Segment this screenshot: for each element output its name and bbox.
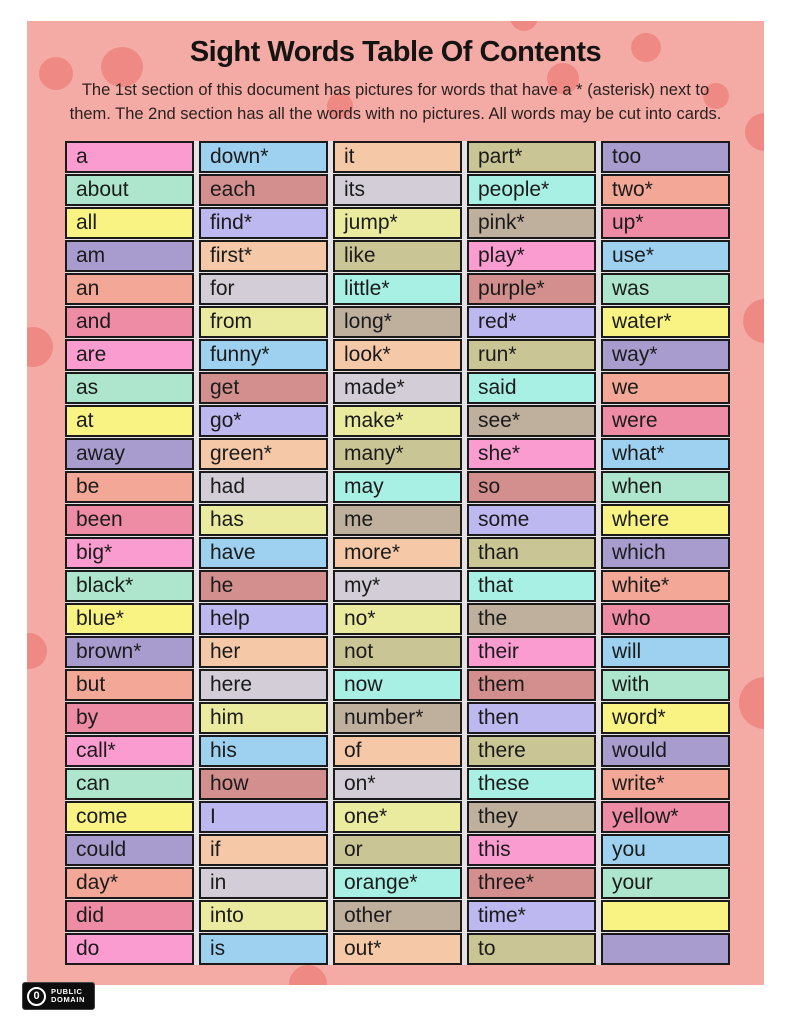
badge-line-2: DOMAIN [51,995,86,1004]
word-cell: she* [467,438,596,470]
word-cell: will [601,636,730,668]
word-cell: run* [467,339,596,371]
word-cell: each [199,174,328,206]
word-cell: have [199,537,328,569]
word-cell: is [199,933,328,965]
word-cell: like [333,240,462,272]
document-page [27,21,764,985]
word-cell: jump* [333,207,462,239]
word-cell: no* [333,603,462,635]
page-description [27,78,764,126]
word-cell: an [65,273,194,305]
word-cell: funny* [199,339,328,371]
word-cell: blue* [65,603,194,635]
word-cell: has [199,504,328,536]
word-cell: other [333,900,462,932]
word-cell: call* [65,735,194,767]
word-cell: by [65,702,194,734]
word-cell: was [601,273,730,305]
word-cell: can [65,768,194,800]
word-cell: with [601,669,730,701]
polka-dot [27,327,53,367]
word-cell: would [601,735,730,767]
word-cell: little* [333,273,462,305]
word-cell: here [199,669,328,701]
word-cell: green* [199,438,328,470]
word-cell: there [467,735,596,767]
description-line-1: The 1st section of this document has pictures for words that have a * (asterisk) next to [81,81,710,99]
word-cell: this [467,834,596,866]
word-cell: day* [65,867,194,899]
word-cell: him [199,702,328,734]
word-cell [601,933,730,965]
word-cell: am [65,240,194,272]
word-cell: pink* [467,207,596,239]
word-cell: so [467,471,596,503]
word-cell: many* [333,438,462,470]
word-cell: what* [601,438,730,470]
word-cell: all [65,207,194,239]
word-cell: time* [467,900,596,932]
page-title: Sight Words Table Of Contents [189,36,602,68]
word-cell: find* [199,207,328,239]
word-cell: are [65,339,194,371]
word-cell: use* [601,240,730,272]
word-cell: on* [333,768,462,800]
word-cell: he [199,570,328,602]
word-cell: it [333,141,462,173]
word-cell: do [65,933,194,965]
word-cell: come [65,801,194,833]
word-cell: word* [601,702,730,734]
word-cell: look* [333,339,462,371]
word-cell: from [199,306,328,338]
word-cell: had [199,471,328,503]
word-cell: into [199,900,328,932]
word-cell: long* [333,306,462,338]
word-cell: red* [467,306,596,338]
word-cell: get [199,372,328,404]
word-cell: I [199,801,328,833]
description-line-2: them. The 2nd section has all the words with no pictures. All words may be cut into cards. [69,105,722,123]
word-cell: some [467,504,596,536]
word-cell: which [601,537,730,569]
public-domain-badge [22,982,95,1010]
word-cell: help [199,603,328,635]
word-cell: three* [467,867,596,899]
word-cell: them [467,669,596,701]
badge-line-1: PUBLIC [51,986,83,996]
word-cell: number* [333,702,462,734]
word-cell: not [333,636,462,668]
word-cell: we [601,372,730,404]
word-cell: be [65,471,194,503]
polka-dot [743,299,764,343]
word-cell: black* [65,570,194,602]
word-cell: play* [467,240,596,272]
word-cell: as [65,372,194,404]
word-cell: down* [199,141,328,173]
word-cell: yellow* [601,801,730,833]
word-cell: for [199,273,328,305]
word-cell: their [467,636,596,668]
word-cell: his [199,735,328,767]
word-cell: of [333,735,462,767]
word-cell: or [333,834,462,866]
word-cell: one* [333,801,462,833]
word-cell: its [333,174,462,206]
word-cell: in [199,867,328,899]
word-cell: part* [467,141,596,173]
word-cell: they [467,801,596,833]
word-cell: at [65,405,194,437]
word-cell [601,900,730,932]
public-domain-icon: 0 [27,987,46,1006]
word-cell: these [467,768,596,800]
word-cell: the [467,603,596,635]
word-cell: been [65,504,194,536]
word-cell: her [199,636,328,668]
word-cell: me [333,504,462,536]
polka-dot [510,21,538,31]
word-cell: but [65,669,194,701]
word-cell: way* [601,339,730,371]
word-cell: a [65,141,194,173]
word-cell: could [65,834,194,866]
word-cell: two* [601,174,730,206]
word-cell: were [601,405,730,437]
word-cell: out* [333,933,462,965]
word-cell: big* [65,537,194,569]
word-cell: people* [467,174,596,206]
word-cell: white* [601,570,730,602]
word-cell: where [601,504,730,536]
word-cell: said [467,372,596,404]
word-cell: your [601,867,730,899]
word-cell: if [199,834,328,866]
word-cell: write* [601,768,730,800]
word-cell: and [65,306,194,338]
polka-dot [289,965,327,985]
word-cell: see* [467,405,596,437]
word-cell: that [467,570,596,602]
word-cell: may [333,471,462,503]
word-cell: away [65,438,194,470]
word-cell: than [467,537,596,569]
word-cell: then [467,702,596,734]
polka-dot [27,633,47,669]
word-cell: about [65,174,194,206]
public-domain-label [51,988,85,1005]
word-cell: brown* [65,636,194,668]
word-cell: when [601,471,730,503]
word-cell: first* [199,240,328,272]
polka-dot [739,677,764,729]
word-cell: my* [333,570,462,602]
word-cell: up* [601,207,730,239]
sight-words-table [65,141,730,965]
word-cell: orange* [333,867,462,899]
word-cell: how [199,768,328,800]
word-cell: more* [333,537,462,569]
word-cell: go* [199,405,328,437]
word-cell: too [601,141,730,173]
word-cell: water* [601,306,730,338]
word-cell: did [65,900,194,932]
word-cell: made* [333,372,462,404]
word-cell: make* [333,405,462,437]
word-cell: purple* [467,273,596,305]
word-cell: who [601,603,730,635]
word-cell: to [467,933,596,965]
word-cell: now [333,669,462,701]
word-cell: you [601,834,730,866]
